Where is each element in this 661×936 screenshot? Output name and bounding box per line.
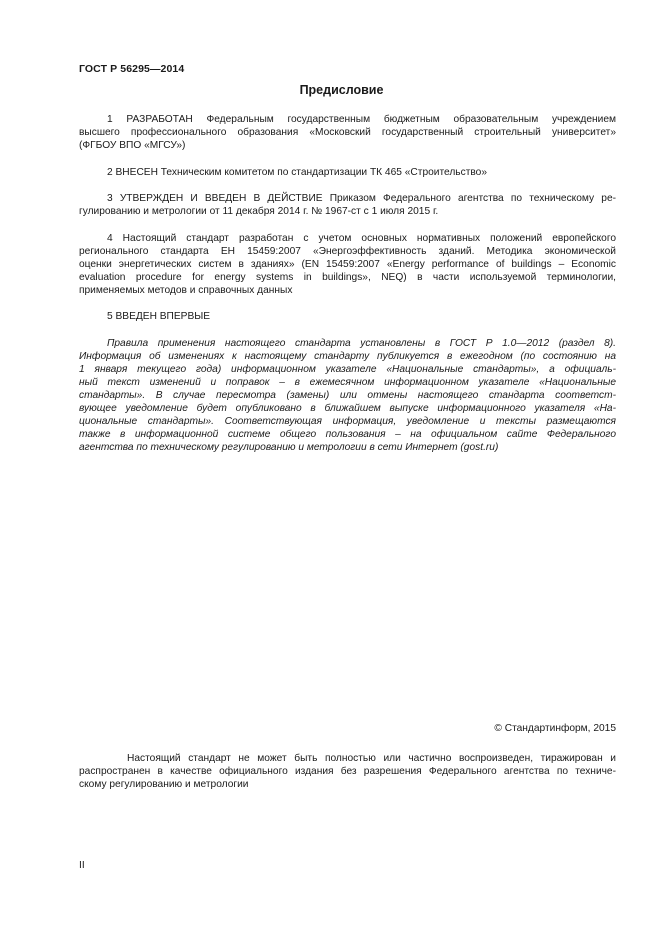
text-line: применяемых методов и справочных данных bbox=[79, 284, 293, 296]
document-code: ГОСТ Р 56295—2014 bbox=[79, 63, 185, 75]
page-number: II bbox=[79, 860, 85, 871]
text-line: агентства по техническому регулированию и метрологии в сети Интернет (gost.ru) bbox=[79, 441, 499, 453]
text-line: evaluation procedure for energy systems in buildings», NEQ) в части используемой терминологии, bbox=[79, 271, 616, 283]
section-title: Предисловие bbox=[299, 83, 384, 97]
text-line: 5 ВВЕДЕН ВПЕРВЫЕ bbox=[107, 311, 211, 322]
text-line: стандарты». В случае пересмотра (замены) или отмены настоящего стандарта соответст- bbox=[79, 389, 616, 401]
text-line: вующее уведомление будет опубликовано в ближайшем выпуске информационного указателя «На- bbox=[79, 402, 616, 414]
text-line: также в информационной системе общего пользования – на официальном сайте Федерального bbox=[79, 428, 616, 440]
paragraph-approved bbox=[79, 192, 616, 218]
copyright-notice: © Стандартинформ, 2015 bbox=[494, 723, 616, 734]
text-line: циональные стандарты». Соответствующая информация, уведомление и тексты размещаются bbox=[79, 415, 616, 427]
text-line: распространен в качестве официального издания без разрешения Федерального агентства по техниче- bbox=[79, 766, 616, 777]
paragraph-introduced-by bbox=[79, 166, 616, 179]
text-line: ный текст изменений и поправок – в ежемесячном информационном указателе «Национальные bbox=[79, 376, 616, 388]
text-line: 2 ВНЕСЕН Техническим комитетом по стандартизации ТК 465 «Строительство» bbox=[107, 166, 487, 178]
text-line: скому регулированию и метрологии bbox=[79, 779, 249, 790]
paragraph-first-introduced bbox=[79, 310, 616, 323]
text-line: высшего профессионального образования «Московский государственный строительный университет» bbox=[79, 127, 616, 138]
text-line: 3 УТВЕРЖДЕН И ВВЕДЕН В ДЕЙСТВИЕ Приказом Федерального агентства по техническому ре- bbox=[107, 193, 616, 204]
text-line: оценки энергетических систем в зданиях» (EN 15459:2007 «Energy performance of buildings – Economic bbox=[79, 258, 616, 270]
paragraph-application-rules bbox=[79, 337, 616, 454]
paragraph-based-on bbox=[79, 232, 616, 297]
text-line: Информация об изменениях к настоящему стандарту публикуется в ежегодном (по состоянию на bbox=[79, 350, 616, 362]
foreword-body bbox=[79, 113, 616, 467]
paragraph-developed-by bbox=[79, 113, 616, 152]
text-line: регионального стандарта ЕН 15459:2007 «Энергоэффективность зданий. Методика экономической bbox=[79, 245, 616, 257]
reproduction-notice bbox=[79, 752, 616, 791]
text-line: 1 РАЗРАБОТАН Федеральным государственным бюджетным образовательным учреждением bbox=[107, 114, 616, 125]
text-line: гулированию и метрологии от 11 декабря 2014 г. № 1967-ст с 1 июля 2015 г. bbox=[79, 206, 439, 217]
text-line: 4 Настоящий стандарт разработан с учетом основных нормативных положений европейского bbox=[107, 232, 616, 244]
text-line: (ФГБОУ ВПО «МГСУ») bbox=[79, 140, 186, 151]
text-line: Настоящий стандарт не может быть полностью или частично воспроизведен, тиражирован и bbox=[127, 753, 616, 764]
text-line: 1 января текущего года) информационном указателе «Национальные стандарты», а официаль- bbox=[79, 363, 616, 375]
text-line: Правила применения настоящего стандарта установлены в ГОСТ Р 1.0—2012 (раздел 8). bbox=[107, 337, 616, 349]
